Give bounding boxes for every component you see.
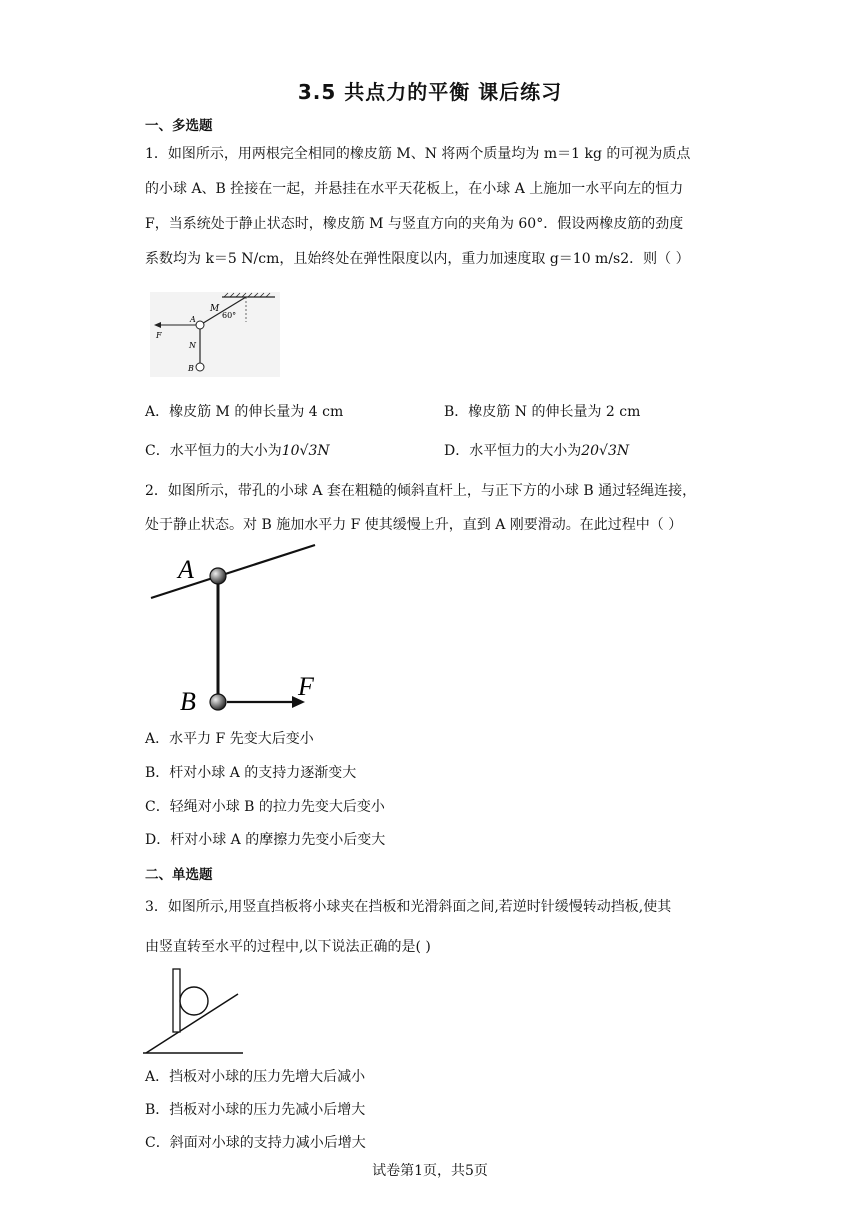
- label-m: M: [210, 304, 220, 314]
- q1-option-d: [444, 440, 629, 460]
- q2-figure-rod-and-balls: [145, 540, 335, 720]
- section-heading-multiple-choice: 一、多选题: [145, 118, 213, 134]
- ball-b: [210, 694, 226, 710]
- label-angle: 60°: [222, 311, 237, 320]
- q2-text-line-2: 处于静止状态。对 B 施加水平力 F 使其缓慢上升，直到 A 刚要滑动。在此过程中（ ）: [145, 517, 683, 533]
- label-f: F: [156, 331, 162, 340]
- label-b: B: [180, 687, 196, 716]
- page-footer: 试卷第1页，共5页: [372, 1163, 488, 1179]
- q1-text-line-4: 系数均为 k＝5 N/cm，且始终处在弹性限度以内，重力加速度取 g＝10 m/s2．则（ ）: [145, 251, 690, 267]
- label-f: F: [298, 672, 314, 701]
- q1-text-line-3: F，当系统处于静止状态时，橡皮筋 M 与竖直方向的夹角为 60°．假设两橡皮筋的劲度: [145, 216, 684, 232]
- ball-a: [196, 321, 204, 329]
- ball: [180, 987, 208, 1015]
- label-n: N: [189, 341, 196, 350]
- q3-option-b: B．挡板对小球的压力先减小后增大: [145, 1102, 366, 1118]
- q3-figure-baffle-and-slope: [143, 966, 245, 1058]
- q1-text-line-2: 的小球 A、B 拴接在一起，并悬挂在水平天花板上，在小球 A 上施加一水平向左的恒力: [145, 181, 684, 197]
- q3-option-c: C．斜面对小球的支持力减小后增大: [145, 1135, 366, 1151]
- page-title: 3.5 共点力的平衡 课后练习: [297, 80, 563, 104]
- q1-option-d-text: D．水平恒力的大小为: [444, 443, 582, 459]
- q3-text-line-1: 3．如图所示,用竖直挡板将小球夹在挡板和光滑斜面之间,若逆时针缓慢转动挡板,使其: [145, 899, 672, 915]
- q2-option-a: A．水平力 F 先变大后变小: [145, 731, 314, 747]
- q1-option-b: B．橡皮筋 N 的伸长量为 2 cm: [444, 404, 641, 420]
- q1-option-d-math: 20√3N: [581, 443, 630, 459]
- label-a: A: [190, 315, 196, 324]
- section-heading-single-choice: 二、单选题: [145, 867, 213, 883]
- q3-option-a: A．挡板对小球的压力先增大后减小: [145, 1069, 366, 1085]
- label-b: B: [188, 364, 194, 373]
- q1-option-c-text: C．水平恒力的大小为: [145, 443, 282, 459]
- q3-text-line-2: 由竖直转至水平的过程中,以下说法正确的是( ): [145, 939, 431, 955]
- q1-option-c: [145, 440, 330, 460]
- q1-text-line-1: 1．如图所示，用两根完全相同的橡皮筋 M、N 将两个质量均为 m＝1 kg 的可视为质点: [145, 146, 691, 162]
- q1-option-c-math: 10√3N: [281, 443, 330, 459]
- q2-text-line-1: 2．如图所示，带孔的小球 A 套在粗糙的倾斜直杆上，与正下方的小球 B 通过轻绳连接，: [145, 483, 697, 499]
- q2-option-b: B．杆对小球 A 的支持力逐渐变大: [145, 765, 357, 781]
- vertical-baffle: [173, 969, 180, 1032]
- ball-a: [210, 568, 226, 584]
- ball-b: [196, 363, 204, 371]
- q1-option-a: A．橡皮筋 M 的伸长量为 4 cm: [145, 404, 344, 420]
- q2-option-c: C．轻绳对小球 B 的拉力先变大后变小: [145, 799, 385, 815]
- q1-figure-rubber-bands: [150, 292, 280, 377]
- label-a: A: [178, 555, 194, 584]
- inclined-rod: [151, 545, 315, 598]
- q2-option-d: D．杆对小球 A 的摩擦力先变小后变大: [145, 832, 386, 848]
